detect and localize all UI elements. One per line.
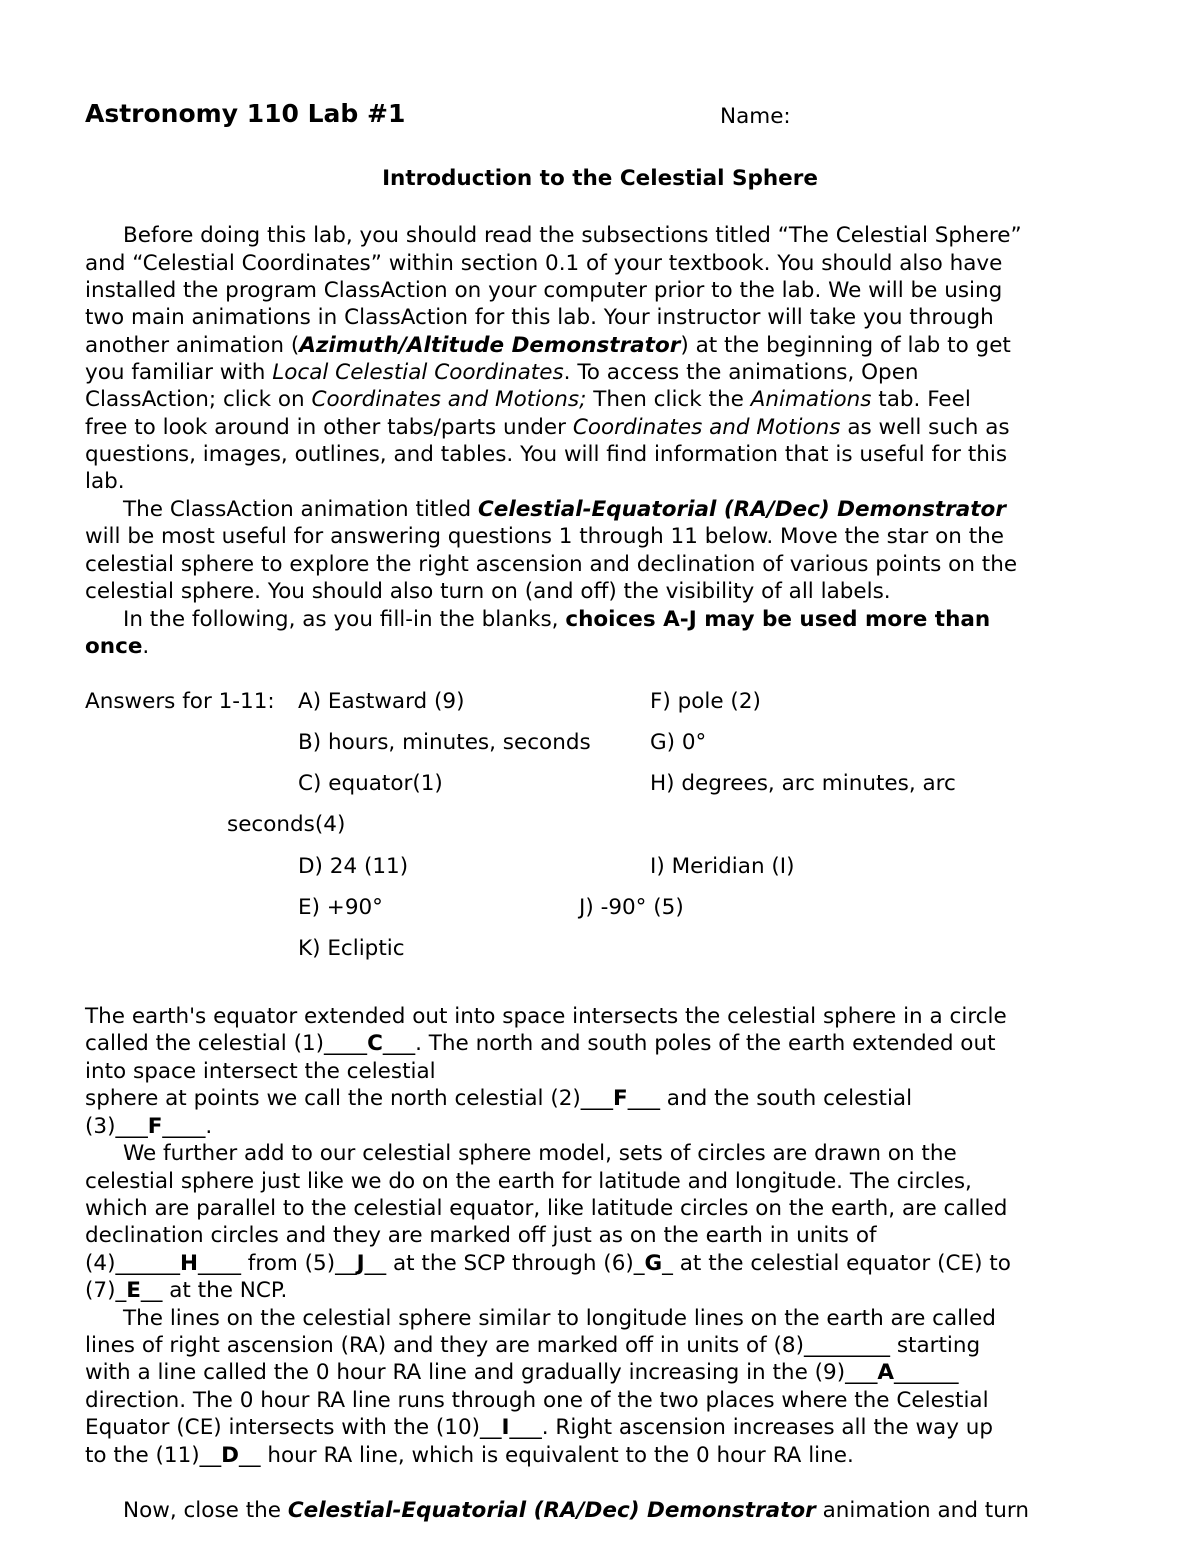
question-line [85,1414,993,1441]
name-label: Name: [720,104,791,129]
lab-title: Astronomy 110 Lab #1 [85,99,406,128]
intro-line [85,386,971,413]
text-run: animation and turn [815,1498,1029,1523]
intro-line [85,332,1011,359]
page-title: Introduction to the Celestial Sphere [382,166,818,191]
answer-choice-c: C) equator(1) [298,771,443,796]
question-line [85,1359,958,1386]
text-run: Now, close the [123,1498,288,1523]
answer-choice-j: J) -90° (5) [579,895,684,920]
answer-choice-i: I) Meridian (I) [650,854,795,879]
answer-choice-g: G) 0° [650,730,707,755]
text-run: you familiar with [85,360,273,385]
text-run: called the celestial (1)____ [85,1031,368,1056]
question-line: celestial sphere just like we do on the earth for latitude and longitude. The circles, [85,1169,972,1194]
answer-choice-k: K) Ecliptic [298,936,405,961]
question-line: lines of right ascension (RA) and they are marked off in units of (8)________ starting [85,1333,981,1358]
question-line [85,1113,212,1140]
answer-1[interactable]: C [367,1031,383,1056]
question-line: We further add to our celestial sphere model, sets of circles are drawn on the [123,1141,957,1166]
answer-10[interactable]: I [501,1415,510,1440]
text-run: ____. [162,1114,213,1139]
intro-line [123,496,1006,523]
text-run: __ at the NCP. [140,1278,288,1303]
intro-line: questions, images, outlines, and tables. You will find information that is useful for this [85,442,1008,467]
answer-6[interactable]: G [644,1251,663,1276]
text-run: __ hour RA line, which is equivalent to the 0 hour RA line. [239,1443,854,1468]
answer-11[interactable]: D [221,1443,240,1468]
intro-line [85,359,919,386]
answer-2[interactable]: F [613,1086,628,1111]
answer-choice-a: A) Eastward (9) [298,689,465,714]
text-run: . To access the animations, Open [563,360,919,385]
question-line [85,1277,287,1304]
text-run: ) at the beginning of lab to get [680,333,1011,358]
intro-line: two main animations in ClassAction for this lab. Your instructor will take you through [85,305,994,330]
text-run: (7)_ [85,1278,127,1303]
text-run: free to look around in other tabs/parts under [85,415,573,440]
text-run: with a line called the 0 hour RA line and gradually increasing in the (9)___ [85,1360,878,1385]
intro-line: lab. [85,469,125,494]
ra-dec-demonstrator-ref: Celestial-Equatorial (RA/Dec) Demonstrator [477,497,1006,522]
question-line: The lines on the celestial sphere similar to longitude lines on the earth are called [123,1306,996,1331]
intro-line: and “Celestial Coordinates” within section 0.1 of your textbook. You should also have [85,251,1003,276]
text-run: ____ from (5)__ [197,1251,357,1276]
intro-line [85,414,1010,441]
question-line [85,1030,996,1057]
coordinates-motions-ref: Coordinates and Motions [572,415,841,440]
intro-line: Before doing this lab, you should read the subsections titled “The Celestial Sphere” [123,223,1022,248]
answer-choice-e: E) +90° [298,895,383,920]
coordinates-motions-ref: Coordinates and Motions; [311,387,587,412]
text-run: tab. Feel [871,387,971,412]
question-line: which are parallel to the celestial equator, like latitude circles on the earth, are called [85,1196,1008,1221]
answers-label: Answers for 1-11: [85,689,275,714]
text-run: ______ [893,1360,959,1385]
intro-line: celestial sphere to explore the right ascension and declination of various points on the [85,552,1018,577]
text-run: Equator (CE) intersects with the (10)__ [85,1415,502,1440]
local-celestial-coordinates-ref: Local Celestial Coordinates [272,360,564,385]
text-run: ___. Right ascension increases all the way up [509,1415,994,1440]
text-run: ___. The north and south poles of the earth extended out [382,1031,996,1056]
intro-line: will be most useful for answering questions 1 through 11 below. Move the star on the [85,524,1005,549]
answer-choice-f: F) pole (2) [650,689,761,714]
final-instruction-line [123,1497,1029,1524]
azimuth-altitude-demonstrator-ref: Azimuth/Altitude Demonstrator [299,333,681,358]
answer-3[interactable]: F [147,1114,163,1139]
emphasis-text: once [85,634,143,659]
text-run: _ at the celestial equator (CE) to [662,1251,1011,1276]
question-line: The earth's equator extended out into space intersects the celestial sphere in a circle [85,1004,1007,1029]
question-line [85,1085,912,1112]
text-run: to the (11)__ [85,1443,222,1468]
text-run: . [142,634,150,659]
text-run: In the following, as you fill-in the blanks, [123,607,566,632]
text-run: ClassAction; click on [85,387,312,412]
question-line: declination circles and they are marked off just as on the earth in units of [85,1223,877,1248]
question-line: direction. The 0 hour RA line runs through one of the two places where the Celestial [85,1388,989,1413]
text-run: (3)___ [85,1114,148,1139]
text-run: sphere at points we call the north celestial (2)___ [85,1086,614,1111]
answer-7[interactable]: E [126,1278,141,1303]
text-run: Then click the [586,387,751,412]
answer-9[interactable]: A [877,1360,894,1385]
question-line [85,1442,854,1469]
text-run: another animation ( [85,333,300,358]
answer-5[interactable]: J [356,1251,365,1276]
intro-line: installed the program ClassAction on your computer prior to the lab. We will be using [85,278,1003,303]
text-run: The ClassAction animation titled [123,497,478,522]
question-line: into space intersect the celestial [85,1059,436,1084]
intro-line: celestial sphere. You should also turn on (and off) the visibility of all labels. [85,579,891,604]
answer-choice-h: H) degrees, arc minutes, arc [650,771,956,796]
emphasis-text: choices A-J may be used more than [565,607,991,632]
animations-tab-ref: Animations [750,387,872,412]
text-run: __ at the SCP through (6)_ [364,1251,645,1276]
intro-line [85,633,149,660]
text-run: ___ and the south celestial [627,1086,913,1111]
answer-choice-h-continued: seconds(4) [227,812,346,837]
answer-4[interactable]: H [179,1251,198,1276]
answer-choice-d: D) 24 (11) [298,854,409,879]
text-run: as well such as [840,415,1010,440]
question-line [85,1250,1011,1277]
text-run: (4)______ [85,1251,180,1276]
intro-line [123,606,990,633]
answer-choice-b: B) hours, minutes, seconds [298,730,591,755]
ra-dec-demonstrator-ref: Celestial-Equatorial (RA/Dec) Demonstrator [287,1498,816,1523]
